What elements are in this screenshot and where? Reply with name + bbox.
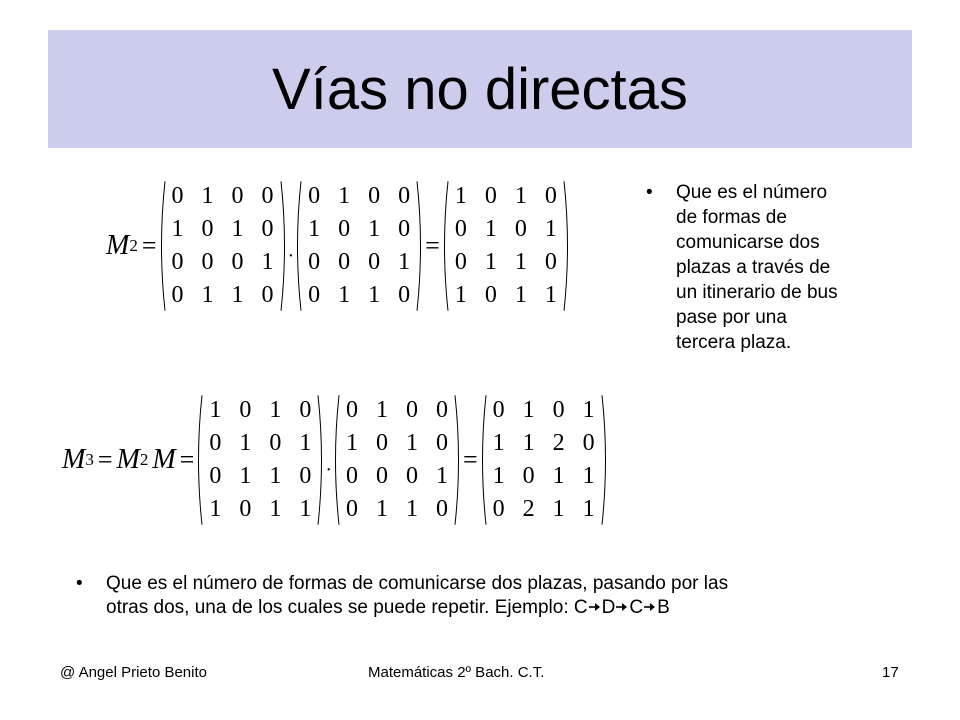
matrix-cell: 0 [201,216,214,242]
matrix-row [163,246,283,279]
bullet-line [106,596,728,620]
matrix-cell: 1 [231,216,244,242]
equation-m-squared [106,180,568,312]
matrix-cell: 1 [171,216,184,242]
matrix-cell: 0 [376,463,388,489]
matrix-cell: 0 [406,397,418,423]
matrix-cell: 1 [239,430,252,456]
matrix-cell: 1 [346,430,358,456]
matrix-cell: 1 [582,496,595,522]
matrix-cell: 0 [346,496,358,522]
matrix-grid [484,394,604,526]
matrix-row [484,460,604,493]
matrix-row [337,493,457,526]
matrix-cell: 0 [261,183,274,209]
matrix-m [299,180,419,312]
bullet-line: de formas de [676,207,787,228]
matrix-cell: 0 [308,282,321,308]
matrix-grid [446,180,566,312]
matrix-row [163,279,283,312]
matrix-cell: 1 [201,183,214,209]
matrix-cell: 1 [492,430,505,456]
matrix-m-cubed-result [484,394,604,526]
matrix-cell: 0 [514,216,527,242]
lhs-m: M [106,230,130,261]
matrix-cell: 0 [338,216,351,242]
path-node: C [629,597,644,618]
matrix-row [200,493,320,526]
matrix-row [299,213,419,246]
matrix-row [200,394,320,427]
matrix-m-squared-result [446,180,566,312]
bullet-right-text [676,180,838,355]
matrix-cell: 0 [484,183,497,209]
matrix-cell: 1 [368,216,381,242]
matrix-cell: 1 [492,463,505,489]
matrix-cell: 1 [368,282,381,308]
bullet-line: Que es el número [676,182,828,203]
arrow-right-icon [615,600,629,614]
matrix-cell: 0 [239,496,252,522]
matrix-cell: 1 [522,430,535,456]
matrix-cell: 0 [484,282,497,308]
bullet-line: comunicarse dos [676,232,820,253]
matrix-cell: 1 [582,463,595,489]
equals-sign: = [141,231,157,260]
matrix-m [163,180,283,312]
matrix-cell: 0 [201,249,214,275]
matrix-row [299,279,419,312]
matrix-cell: 1 [376,496,388,522]
matrix-grid [163,180,283,312]
matrix-cell: 0 [544,183,557,209]
matrix-grid [200,394,320,526]
matrix-cell: 1 [484,216,497,242]
matrix-cell: 0 [436,496,448,522]
matrix-cell: 0 [346,463,358,489]
matrix-cell: 1 [201,282,214,308]
footer-course: Matemáticas 2º Bach. C.T. [368,664,545,681]
matrix-cell: 1 [552,463,565,489]
matrix-cell: 2 [522,496,535,522]
matrix-cell: 0 [209,430,222,456]
matrix-cell: 0 [171,249,184,275]
matrix-cell: 0 [209,463,222,489]
matrix-cell: 1 [209,496,222,522]
matrix-row [446,180,566,213]
multiply-dot: · [325,458,332,481]
rhs-m: M [152,444,176,475]
matrix-cell: 0 [171,282,184,308]
matrix-row [163,213,283,246]
left-parenthesis [293,180,303,312]
matrix-cell: 1 [299,430,312,456]
matrix-cell: 1 [514,282,527,308]
bullet-right [646,180,906,355]
matrix-grid [299,180,419,312]
lhs-m-cubed: M 3 = M 2 M [62,444,176,475]
matrix-cell: 1 [376,397,388,423]
matrix-grid [337,394,457,526]
matrix-cell: 0 [171,183,184,209]
matrix-cell: 0 [338,249,351,275]
matrix-cell: 0 [454,249,467,275]
matrix-cell: 1 [522,397,535,423]
matrix-cell: 1 [338,282,351,308]
matrix-cell: 0 [544,249,557,275]
matrix-cell: 2 [552,430,565,456]
left-parenthesis [331,394,341,526]
matrix-cell: 0 [299,397,312,423]
matrix-cell: 0 [308,183,321,209]
path-node: B [657,597,670,618]
arrow-right-icon [643,600,657,614]
matrix-cell: 0 [239,397,252,423]
matrix-cell: 0 [261,282,274,308]
matrix-cell: 1 [406,430,418,456]
matrix-cell: 1 [261,249,274,275]
bullet-marker: • [646,182,653,203]
equals-sign: = [179,445,195,474]
matrix-row [163,180,283,213]
matrix-cell: 1 [484,249,497,275]
matrix-cell: 1 [269,397,282,423]
matrix-cell: 1 [338,183,351,209]
footer-page-number: 17 [882,664,899,681]
bullet-line: plazas a través de [676,257,831,278]
matrix-cell: 0 [261,216,274,242]
matrix-cell: 0 [492,496,505,522]
matrix-cell: 0 [398,183,411,209]
equals-sign: = [463,445,478,474]
rhs-m: M [116,444,140,475]
matrix-cell: 0 [552,397,565,423]
left-parenthesis [194,394,204,526]
matrix-row [299,180,419,213]
matrix-cell: 0 [454,216,467,242]
matrix-cell: 0 [299,463,312,489]
footer-author: @ Angel Prieto Benito [60,664,207,681]
arrow-right-icon [588,600,602,614]
matrix-row [299,246,419,279]
equation-m-cubed [62,394,606,526]
bullet-line: un itinerario de bus [676,282,838,303]
bullet-line-prefix: otras dos, una de los cuales se puede repetir. Ejemplo: [106,597,574,618]
matrix-cell: 0 [398,282,411,308]
matrix-cell: 1 [269,496,282,522]
matrix-cell: 0 [398,216,411,242]
matrix-cell: 1 [454,282,467,308]
lhs-m: M [62,444,86,475]
bullet-line: Que es el número de formas de comunicarse dos plazas, pasando por las [106,573,729,594]
matrix-cell: 0 [376,430,388,456]
title-bar [48,30,912,148]
matrix-cell: 1 [209,397,222,423]
matrix-cell: 1 [239,463,252,489]
left-parenthesis [157,180,167,312]
matrix-cell: 0 [522,463,535,489]
bullet-line: pase por una [676,307,787,328]
matrix-row [337,427,457,460]
matrix-row [337,394,457,427]
matrix-cell: 0 [436,397,448,423]
matrix-cell: 1 [269,463,282,489]
matrix-cell: 1 [299,496,312,522]
matrix-cell: 0 [231,183,244,209]
equals-sign: = [97,445,113,474]
matrix-m [337,394,457,526]
matrix-cell: 1 [544,282,557,308]
matrix-row [337,460,457,493]
matrix-row [200,460,320,493]
matrix-cell: 0 [582,430,595,456]
right-parenthesis [453,394,463,526]
matrix-cell: 1 [231,282,244,308]
matrix-cell: 0 [406,463,418,489]
matrix-cell: 0 [269,430,282,456]
matrix-cell: 0 [436,430,448,456]
matrix-row [484,493,604,526]
matrix-row [446,246,566,279]
matrix-cell: 1 [436,463,448,489]
right-parenthesis [600,394,610,526]
matrix-row [200,427,320,460]
matrix-cell: 1 [308,216,321,242]
matrix-cell: 0 [492,397,505,423]
matrix-cell: 0 [368,249,381,275]
matrix-m-squared [200,394,320,526]
left-parenthesis [478,394,488,526]
matrix-cell: 0 [346,397,358,423]
bullet-marker: • [76,573,83,594]
equals-sign: = [425,231,440,260]
matrix-row [484,427,604,460]
matrix-cell: 0 [368,183,381,209]
right-parenthesis [562,180,572,312]
matrix-cell: 1 [406,496,418,522]
matrix-cell: 1 [582,397,595,423]
matrix-cell: 1 [552,496,565,522]
matrix-cell: 1 [398,249,411,275]
matrix-cell: 0 [308,249,321,275]
matrix-cell: 1 [514,183,527,209]
path-node: D [601,597,616,618]
matrix-row [446,213,566,246]
matrix-cell: 1 [514,249,527,275]
bullet-bottom-text [106,572,728,620]
path-node: C [573,597,588,618]
matrix-row [446,279,566,312]
lhs-m-squared: M 2 [106,230,138,261]
matrix-row [484,394,604,427]
left-parenthesis [440,180,450,312]
right-parenthesis [415,180,425,312]
matrix-cell: 1 [544,216,557,242]
slide-title: Vías no directas [272,56,688,122]
bullet-line: tercera plaza. [676,332,792,353]
multiply-dot: · [287,244,295,267]
bullet-bottom [76,572,916,620]
matrix-cell: 1 [454,183,467,209]
matrix-cell: 0 [231,249,244,275]
